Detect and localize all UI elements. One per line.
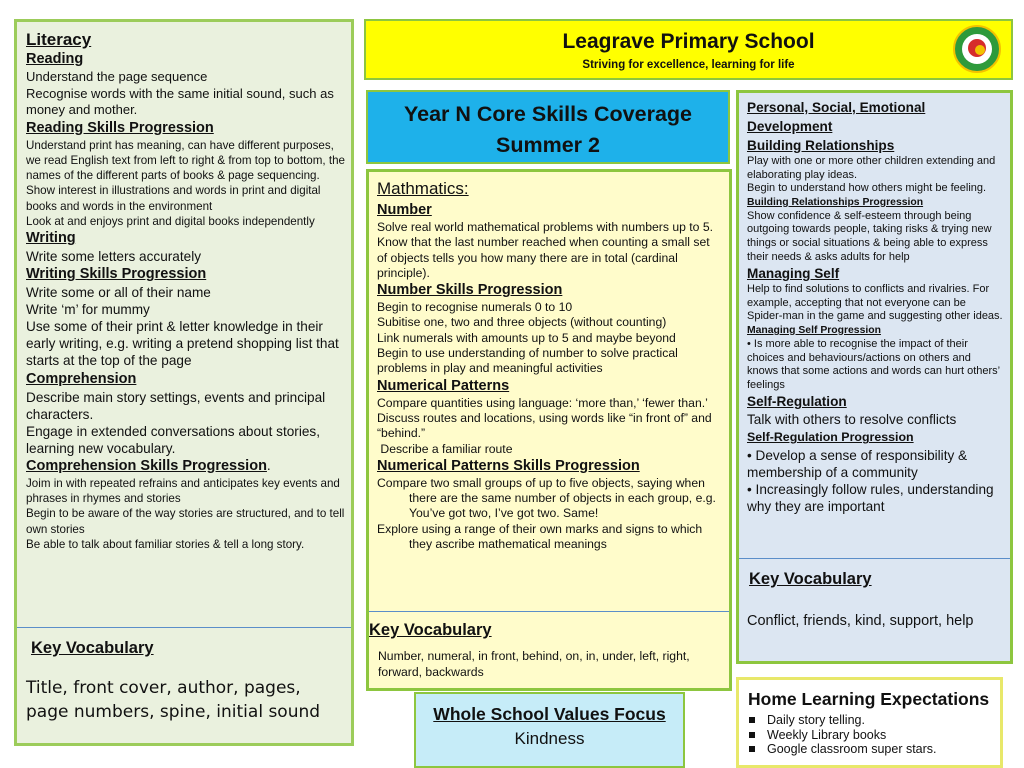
bullet-square-icon xyxy=(749,732,755,738)
page-title-line2: Summer 2 xyxy=(496,133,600,157)
writing-progression-heading: Writing Skills Progression xyxy=(26,266,207,283)
comprehension-heading: Comprehension xyxy=(26,370,137,387)
bullet-square-icon xyxy=(749,746,755,752)
reading-progression-item: Show interest in illustrations and words in print and digital books and words in the environment xyxy=(26,184,321,213)
comprehension-progression-item: Be able to talk about familiar stories & tell a long story. xyxy=(26,537,305,551)
values-focus xyxy=(414,692,685,768)
list-item-text: Google classroom super stars. xyxy=(767,742,937,756)
reading-heading: Reading xyxy=(26,51,84,67)
logo-yellow-circle xyxy=(975,45,985,55)
home-learning-list xyxy=(749,713,937,757)
comprehension-progression-heading: Comprehension Skills Progression xyxy=(26,457,267,474)
relationships-item: Begin to understand how others might be feeling. xyxy=(747,182,987,195)
comprehension-progression-item: Joim in with repeated refrains and anticipates key events and phrases in rhymes and stories xyxy=(26,476,340,506)
regulation-progression-item: • Increasingly follow rules, understanding why they are important xyxy=(747,482,994,515)
managing-heading: Managing Self xyxy=(747,266,840,282)
writing-heading: Writing xyxy=(26,230,76,246)
number-progression-item: Link numerals with amounts up to 5 and maybe beyond xyxy=(377,330,676,345)
maths-vocab-heading: Key Vocabulary xyxy=(369,621,492,639)
patterns-progression-heading: Numerical Patterns Skills Progression xyxy=(377,457,640,474)
number-progression-item: Begin to recognise numerals 0 to 10 xyxy=(377,300,573,315)
school-motto: Striving for excellence, learning for life xyxy=(582,59,795,71)
reading-progression-item: Look at and enjoys print and digital books independently xyxy=(26,214,315,228)
bullet-square-icon xyxy=(749,717,755,723)
psed-title: Personal, Social, Emotional Development xyxy=(747,100,926,134)
page-title xyxy=(366,90,730,164)
relationships-progression-heading: Building Relationships Progression xyxy=(747,196,924,208)
literacy-vocab-heading: Key Vocabulary xyxy=(31,639,154,657)
managing-progression-item: • Is more able to recognise the impact of their choices and behaviours/actions on others and knows that some actions and words can hurt others’ feelings xyxy=(747,337,1000,391)
home-learning xyxy=(736,677,1003,768)
regulation-heading: Self-Regulation xyxy=(747,394,847,410)
school-logo xyxy=(953,25,1001,73)
values-value: Kindness xyxy=(514,729,585,748)
number-progression-item: Begin to use understanding of number to solve practical problems in play and meaningful activities xyxy=(377,346,678,376)
comprehension-progression-dot: . xyxy=(266,457,271,473)
page-title-line1: Year N Core Skills Coverage xyxy=(403,102,692,126)
patterns-progression-item: Compare two small groups of up to five objects, saying when there are the same number of objects in each group, e.g. You’ve got two, I’ve got two. Same! xyxy=(377,475,716,521)
values-heading: Whole School Values Focus xyxy=(433,704,666,724)
maths-vocab-text: Number, numeral, in front, behind, on, in, under, left, right, forward, backwards xyxy=(378,649,690,679)
regulation-item: Talk with others to resolve conflicts xyxy=(747,412,957,428)
patterns-progression-item: Explore using a range of their own marks and signs to which they ascribe mathematical meanings xyxy=(377,521,703,552)
logo-emblem xyxy=(962,34,992,64)
list-item-text: Weekly Library books xyxy=(767,727,887,742)
patterns-heading: Numerical Patterns xyxy=(377,377,510,394)
managing-progression-heading: Managing Self Progression xyxy=(747,324,881,336)
reading-progression-heading: Reading Skills Progression xyxy=(26,119,214,136)
number-progression-item: Subitise one, two and three objects (without counting) xyxy=(377,315,667,330)
maths-title: Mathmatics: xyxy=(377,179,469,198)
literacy-panel xyxy=(14,19,354,746)
patterns-item: Discuss routes and locations, using words like “in front of” and “behind.” xyxy=(377,410,712,441)
school-header xyxy=(364,19,1013,80)
number-heading: Number xyxy=(377,202,432,218)
regulation-progression-heading: Self-Regulation Progression xyxy=(747,430,914,445)
patterns-item: Describe a familiar route xyxy=(377,441,513,456)
relationships-item: Play with one or more other children extending and elaborating play ideas. xyxy=(747,155,996,181)
literacy-vocab-text: Title, front cover, author, pages, page numbers, spine, initial sound xyxy=(26,678,321,722)
patterns-item: Compare quantities using language: ‘more than,’ ‘fewer than.’ xyxy=(377,395,708,410)
literacy-title: Literacy xyxy=(26,30,92,49)
divider xyxy=(17,627,351,628)
number-progression-heading: Number Skills Progression xyxy=(377,282,563,299)
comprehension-item: Describe main story settings, events and principal characters. xyxy=(26,389,326,422)
list-item xyxy=(749,742,937,757)
psed-panel xyxy=(736,90,1013,664)
writing-progression-item: Use some of their print & letter knowledge in their early writing, e.g. writing a pretend shopping list that starts at the top of the page xyxy=(26,319,339,369)
comprehension-item: Engage in extended conversations about stories, learning new vocabulary. xyxy=(26,423,320,456)
number-item: Know that the last number reached when counting a small set of objects tells you how many there are in total (cardinal principle). xyxy=(377,235,710,280)
psed-vocab-text: Conflict, friends, kind, support, help xyxy=(747,613,974,629)
list-item xyxy=(749,713,937,728)
reading-progression-item: Understand print has meaning, can have different purposes, we read English text from left to right & from top to bottom, the names of the different parts of books & page sequencing. xyxy=(26,138,345,183)
relationships-heading: Building Relationships xyxy=(747,138,895,153)
list-item-text: Daily story telling. xyxy=(767,713,865,727)
divider xyxy=(369,611,729,612)
comprehension-progression-item: Begin to be aware of the way stories are structured, and to tell own stories xyxy=(26,507,345,536)
list-item xyxy=(749,728,937,743)
writing-progression-item: Write some or all of their name xyxy=(26,285,211,301)
school-name: Leagrave Primary School xyxy=(562,30,815,53)
home-learning-heading: Home Learning Expectations xyxy=(748,689,990,709)
reading-item: Recognise words with the same initial sound, such as money and mother. xyxy=(26,85,334,118)
reading-item: Understand the page sequence xyxy=(26,69,208,84)
writing-progression-item: Write ‘m’ for mummy xyxy=(26,302,150,318)
regulation-progression-item: • Develop a sense of responsibility & membership of a community xyxy=(747,448,968,481)
maths-panel xyxy=(366,169,732,691)
writing-item: Write some letters accurately xyxy=(26,249,202,264)
divider xyxy=(739,558,1010,559)
number-item: Solve real world mathematical problems with numbers up to 5. xyxy=(377,220,713,234)
relationships-progression-item: Show confidence & self-esteem through being outgoing towards people, taking risks & trying new things or social situations & being able to express their needs & asks adults for help xyxy=(747,209,992,263)
managing-item: Help to find solutions to conflicts and rivalries. For example, accepting that not everyone can be Spider-man in the game and suggesting other ideas. xyxy=(747,283,1003,323)
psed-vocab-heading: Key Vocabulary xyxy=(749,570,872,588)
comprehension-progression-heading-row xyxy=(26,457,345,476)
